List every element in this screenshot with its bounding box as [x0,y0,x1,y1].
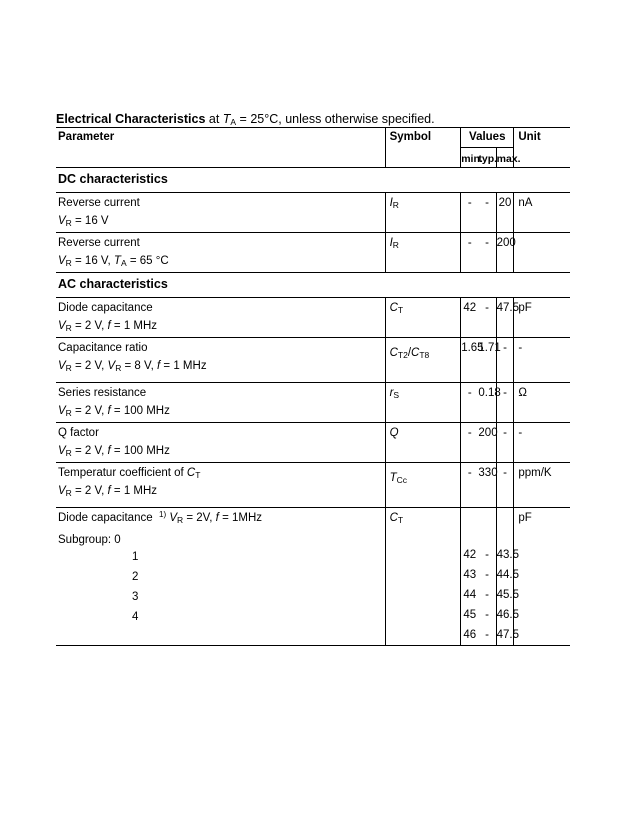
min-cell: 1.65 [461,338,479,383]
max-cell: 200 [496,233,514,273]
subgroup-item: 4 [132,611,139,623]
typ-cell: 330 [478,463,496,508]
header-parameter: Parameter [56,128,385,148]
param-condition: $V_R = 2$ V, f = 1 MHz [58,320,158,333]
unit-cell: nA [514,193,570,233]
param-condition: $V_R = 16$ V [58,215,109,228]
typ-cell: - [478,233,496,273]
header-values: Values [461,128,514,148]
param-condition: $V_R = 2V$, f = 1MHz [169,512,263,525]
subgroup-item: 2 [132,571,139,583]
typ-cell: - [478,193,496,233]
param-name: Diode capacitance [58,302,153,314]
typ-cell: - - - - - [478,508,496,646]
header-symbol: Symbol [385,128,461,148]
table-row [56,338,570,383]
max-cell: 43.5 44.5 45.5 46.5 47.5 [496,508,514,646]
symbol-cell: $r_S$ [385,383,461,423]
max-cell: - [496,423,514,463]
typ-cell: 1.71 [478,338,496,383]
unit-cell: ppm/K [514,463,570,508]
table-row [56,463,570,508]
max-cell: - [496,463,514,508]
param-name: Series resistance [58,387,147,399]
datasheet-section [56,112,570,646]
subgroup-item: 3 [132,591,139,603]
section-ac-title: AC characteristics [56,273,570,298]
param-name: Capacitance ratio [58,342,148,354]
subgroup-item: 1 [132,551,139,563]
min-cell: 42 43 44 45 46 [461,508,479,646]
symbol-cell: $C_{T2}/C_{T8}$ [385,338,461,383]
table-row [56,193,570,233]
symbol-cell: $C_T$ [385,298,461,338]
table-row [56,423,570,463]
subgroup-label: Subgroup: 0 [58,534,121,546]
min-cell: 42 [461,298,479,338]
unit-cell: - [514,338,570,383]
footnote-ref: 1) [159,510,167,519]
param-condition: $V_R = 2$ V, f = 100 MHz [58,405,170,418]
unit-cell: pF [514,508,570,646]
title-bold: Electrical Characteristics [56,112,206,126]
header-unit: Unit [514,128,570,148]
param-condition: $V_R = 2$ V, $V_R = 8$ V, f = 1 MHz [58,360,207,373]
max-cell: 47.5 [496,298,514,338]
symbol-cell: $C_T$ [385,508,461,646]
param-condition: $V_R = 2$ V, f = 1 MHz [58,485,158,498]
unit-cell [514,233,570,273]
header-subrow [56,148,570,168]
param-condition: $V_R = 2$ V, f = 100 MHz [58,445,170,458]
max-cell: - [496,383,514,423]
min-cell: - [461,193,479,233]
min-cell: - [461,233,479,273]
header-row [56,128,570,148]
unit-cell: Ω [514,383,570,423]
table-row [56,508,570,646]
section-dc-title: DC characteristics [56,168,570,193]
section-dc [56,168,570,193]
min-cell: - [461,423,479,463]
title-condition: = 25°C, unless otherwise specified. [236,112,435,126]
table-row [56,298,570,338]
max-cell: 20 [496,193,514,233]
symbol-cell: $I_R$ [385,233,461,273]
typ-cell: 200 [478,423,496,463]
table-row [56,383,570,423]
param-name: Q factor [58,427,99,439]
max-cell: - [496,338,514,383]
symbol-cell: Q [385,423,461,463]
typ-cell: - [478,298,496,338]
header-typ: typ. [478,148,496,168]
title-temp-sub: A [230,117,237,127]
param-name: Reverse current [58,197,140,209]
header-min: min. [461,148,479,168]
param-name: Temperatur coefficient of $C_T$ [58,467,201,480]
title-at: at [205,112,223,126]
table-row [56,233,570,273]
section-ac [56,273,570,298]
param-condition: $V_R = 16$ V, $T_A = 65$ °C [58,255,169,268]
param-name: Diode capacitance $^{1)}$ [58,510,167,524]
min-cell: - [461,463,479,508]
symbol-cell: $T_{Cc}$ [385,463,461,508]
header-max: max. [496,148,514,168]
symbol-cell: $I_R$ [385,193,461,233]
title-temp-symbol: T [222,112,231,126]
min-cell: - [461,383,479,423]
param-name: Reverse current [58,237,140,249]
electrical-characteristics-table [56,127,570,646]
table-title [56,112,570,127]
unit-cell: pF [514,298,570,338]
typ-cell: 0.18 [478,383,496,423]
unit-cell: - [514,423,570,463]
